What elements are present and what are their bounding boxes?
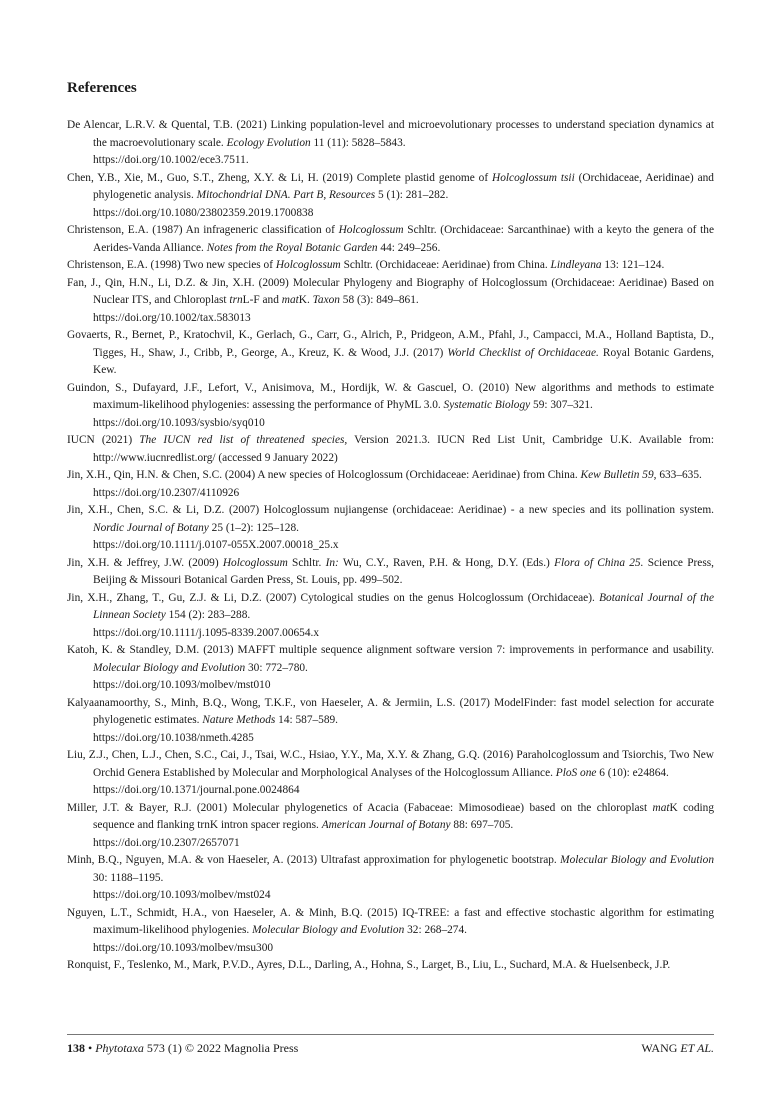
reference-doi-link[interactable]: https://doi.org/10.1093/sysbio/syq010 [93, 416, 265, 429]
reference-text: 30: 1188–1195. [93, 871, 164, 884]
reference-text: Christenson, E.A. (1987) An infrageneric classification of [67, 224, 339, 236]
reference-italic-text: Flora of China 25. [554, 556, 644, 569]
reference-doi-link[interactable]: https://doi.org/10.1371/journal.pone.0024864 [93, 784, 300, 796]
reference-italic-text: Nordic Journal of Botany [93, 521, 209, 534]
reference-text: 44: 249–256. [377, 241, 441, 254]
reference-italic-text: Holcoglossum tsii [492, 171, 575, 184]
reference-text: Jin, X.H., Qin, H.N. & Chen, S.C. (2004) A new species of Holcoglossum (Orchidaceae: Aeridinae) from China. [67, 469, 581, 481]
reference-italic-text: Ecology Evolution [226, 136, 311, 149]
reference-text: 6 (10): e24864. [596, 766, 669, 779]
reference-italic-text: American Journal of Botany [321, 819, 451, 831]
reference-doi-link[interactable]: https://doi.org/10.1002/ece3.7511. [93, 154, 249, 166]
reference-italic-text: mat [652, 801, 670, 814]
reference-doi-link[interactable]: https://doi.org/10.1093/molbev/mst024 [93, 889, 271, 901]
reference-text: 32: 268–274. [404, 924, 467, 936]
page-footer [67, 1041, 714, 1056]
reference-text: Kalyaanamoorthy, S., Minh, B.Q., Wong, T.K.F., von Haeseler, A. & Jermiin, L.S. (2017) ModelFinder: fast model selection for accurate phylogenetic estimates. [67, 696, 714, 726]
footer-rule [67, 1034, 714, 1035]
reference-italic-text: The IUCN red list of threatened species, [139, 434, 348, 446]
author-suffix: ET AL. [680, 1041, 714, 1055]
running-author [641, 1041, 714, 1056]
reference-italic-text: Holcoglossum [222, 556, 288, 569]
reference-text: Liu, Z.J., Chen, L.J., Chen, S.C., Cai, J., Tsai, W.C., Hsiao, Y.Y., Ma, X.Y. & Zhang, G.Q. (2016) Paraholcoglossum and Tsiorchis, Two New Orchid Genera Established by Molecular and Morphological Analyses of the Holcoglossum Alliance. [67, 749, 714, 779]
reference-entry [67, 905, 714, 958]
reference-italic-text: Systematic Biology [443, 399, 531, 411]
reference-text: Schltr. (Orchidaceae: Aeridinae) from China. [340, 259, 551, 271]
reference-entry [67, 747, 714, 800]
reference-entry [67, 957, 714, 975]
reference-text: Chen, Y.B., Xie, M., Guo, S.T., Zheng, X.Y. & Li, H. (2019) Complete plastid genome of [67, 171, 493, 184]
reference-text: Ronquist, F., Teslenko, M., Mark, P.V.D., Ayres, D.L., Darling, A., Hohna, S., Larget, B., Liu, L., Suchard, M.A. & Huelsenbeck, J.P. [67, 959, 671, 971]
reference-text: Guindon, S., Dufayard, J.F., Lefort, V., Anisimova, M., Hordijk, W. & Gascuel, O. (2010) New algorithms and methods to estimate maximum-likelihood phylogenies: assessing the performance of PhyML 3.0. [67, 381, 714, 411]
journal-issue: 573 (1) © 2022 Magnolia Press [146, 1041, 299, 1055]
reference-entry [67, 222, 714, 257]
reference-entry [67, 432, 714, 467]
footer-bullet: • [88, 1041, 93, 1055]
reference-text: De Alencar, L.R.V. & Quental, T.B. (2021) Linking population-level and microevolutionary processes to understand speciation dynamics at the macroevolutionary scale. [67, 119, 714, 149]
journal-name: Phytotaxa [95, 1041, 144, 1055]
reference-italic-text: Mitochondrial DNA. Part B, Resources [196, 189, 376, 201]
reference-text: 154 (2): 283–288. [165, 609, 251, 621]
reference-text: (Orchidaceae, Aeridinae) and phylogenetic analysis. [93, 171, 714, 201]
reference-entry [67, 327, 714, 380]
reference-doi-link[interactable]: https://doi.org/10.1093/molbev/mst010 [93, 679, 271, 691]
reference-doi-link[interactable]: https://doi.org/10.2307/4110926 [93, 486, 240, 499]
reference-italic-text: Molecular Biology and Evolution [252, 924, 405, 936]
reference-doi-link[interactable]: https://doi.org/10.1111/j.1095-8339.2007.00654.x [93, 626, 320, 639]
reference-italic-text: Taxon [312, 294, 340, 306]
reference-italic-text: Notes from the Royal Botanic Garden [206, 241, 378, 254]
reference-entry [67, 380, 714, 433]
reference-italic-text: Holcoglossum [275, 259, 341, 271]
reference-italic-text: mat [281, 294, 299, 306]
page-number: 138 [67, 1041, 85, 1055]
reference-text: Schltr. [287, 556, 326, 569]
reference-text: K. [298, 294, 313, 306]
reference-text: IUCN (2021) [67, 434, 140, 446]
footer-citation [67, 1041, 298, 1056]
reference-text: Version 2021.3. IUCN Red List Unit, Cambridge U.K. Available from: http://www.iucnredlist.org/ (accessed 9 January 2022) [93, 434, 714, 464]
reference-text: 13: 121–124. [601, 259, 665, 271]
reference-entry [67, 257, 714, 275]
reference-text: Jin, X.H. & Jeffrey, J.W. (2009) [67, 556, 223, 569]
reference-text: 5 (1): 281–282. [375, 189, 449, 201]
reference-text: 11 (11): 5828–5843. [310, 136, 406, 149]
reference-list [67, 117, 714, 975]
reference-italic-text: Nature Methods [202, 714, 276, 726]
reference-text: Wu, C.Y., Raven, P.H. & Hong, D.Y. (Eds.) [338, 556, 555, 569]
reference-text: Jin, X.H., Chen, S.C. & Li, D.Z. (2007) Holcoglossum nujiangense (orchidaceae: Aeridinae) - a new species and its pollination system. [67, 504, 714, 516]
reference-text: Jin, X.H., Zhang, T., Gu, Z.J. & Li, D.Z. (2007) Cytological studies on the genus Holcoglossum (Orchidaceae). [67, 591, 600, 604]
reference-doi-link[interactable]: https://doi.org/10.1038/nmeth.4285 [93, 731, 254, 744]
reference-doi-link[interactable]: https://doi.org/10.2307/2657071 [93, 836, 240, 849]
reference-italic-text: Lindleyana [550, 259, 602, 271]
reference-text: Minh, B.Q., Nguyen, M.A. & von Haeseler, A. (2013) Ultrafast approximation for phylogenetic bootstrap. [67, 854, 561, 866]
author-name: WANG [641, 1041, 678, 1055]
reference-entry [67, 275, 714, 328]
reference-doi-link[interactable]: https://doi.org/10.1111/j.0107-055X.2007.00018_25.x [93, 539, 339, 551]
reference-text: 59: 307–321. [530, 399, 593, 411]
reference-text: Govaerts, R., Bernet, P., Kratochvil, K., Gerlach, G., Carr, G., Alrich, P., Pridgeon, A.M., Pfahl, J., Campacci, M.A., Holland Baptista, D., Tigges, H., Shaw, J., Cribb, P., George, A., Kreuz, K. & Wood, J.J. (2017) [67, 329, 714, 359]
reference-italic-text: Molecular Biology and Evolution [560, 854, 714, 866]
reference-entry [67, 695, 714, 748]
reference-entry [67, 502, 714, 555]
reference-text: Nguyen, L.T., Schmidt, H.A., von Haeseler, A. & Minh, B.Q. (2015) IQ-TREE: a fast and effective stochastic algorithm for estimating maximum-likelihood phylogenies. [67, 906, 714, 936]
reference-text: , 633–635. [653, 469, 702, 481]
reference-doi-link[interactable]: https://doi.org/10.1002/tax.583013 [93, 311, 251, 324]
reference-entry [67, 555, 714, 590]
reference-entry [67, 852, 714, 905]
reference-doi-link[interactable]: https://doi.org/10.1080/23802359.2019.1700838 [93, 206, 314, 219]
reference-text: Science Press, Beijing & Missouri Botanical Garden Press, St. Louis, pp. 499–502. [93, 556, 715, 586]
reference-text: 25 (1–2): 125–128. [208, 521, 299, 534]
reference-text: Fan, J., Qin, H.N., Li, D.Z. & Jin, X.H. (2009) Molecular Phylogeny and Biography of Holcoglossum (Orchidaceae: Aeridinae) Based on Nuclear ITS, and Chloroplast [67, 276, 714, 306]
reference-italic-text: Botanical Journal of the Linnean Society [93, 591, 714, 621]
reference-italic-text: PloS one [555, 766, 597, 779]
reference-entry [67, 467, 714, 502]
reference-italic-text: Holcoglossum [338, 224, 404, 236]
reference-text: Miller, J.T. & Bayer, R.J. (2001) Molecular phylogenetics of Acacia (Fabaceae: Mimosodieae) based on the chloroplast [67, 801, 653, 814]
reference-italic-text: Kew Bulletin 59 [580, 469, 654, 481]
reference-entry [67, 642, 714, 695]
reference-entry [67, 117, 714, 170]
reference-text: K coding sequence and flanking trnK intron spacer regions. [93, 801, 714, 831]
reference-entry [67, 590, 714, 643]
references-heading: References [67, 80, 137, 96]
reference-italic-text: trn [229, 294, 243, 306]
reference-text: 88: 697–705. [450, 819, 514, 831]
reference-text: Christenson, E.A. (1998) Two new species of [67, 259, 276, 271]
reference-italic-text: Molecular Biology and Evolution [93, 661, 246, 674]
reference-text: 58 (3): 849–861. [339, 294, 419, 306]
reference-italic-text: World Checklist of Orchidaceae. [447, 346, 599, 359]
reference-entry [67, 170, 714, 223]
reference-italic-text: In: [325, 556, 339, 569]
reference-entry [67, 800, 714, 853]
reference-text: 14: 587–589. [275, 714, 339, 726]
reference-text: Royal Botanic Gardens, Kew. [93, 346, 714, 376]
reference-text: Katoh, K. & Standley, D.M. (2013) MAFFT multiple sequence alignment software version 7: improvements in performance and usability. [67, 644, 714, 656]
reference-text: L-F and [242, 294, 282, 306]
reference-text: 30: 772–780. [245, 661, 308, 674]
reference-doi-link[interactable]: https://doi.org/10.1093/molbev/msu300 [93, 941, 274, 954]
reference-text: Schltr. (Orchidaceae: Sarcanthinae) with a keyto the genera of the Aerides-Vanda Alliance. [93, 224, 714, 254]
